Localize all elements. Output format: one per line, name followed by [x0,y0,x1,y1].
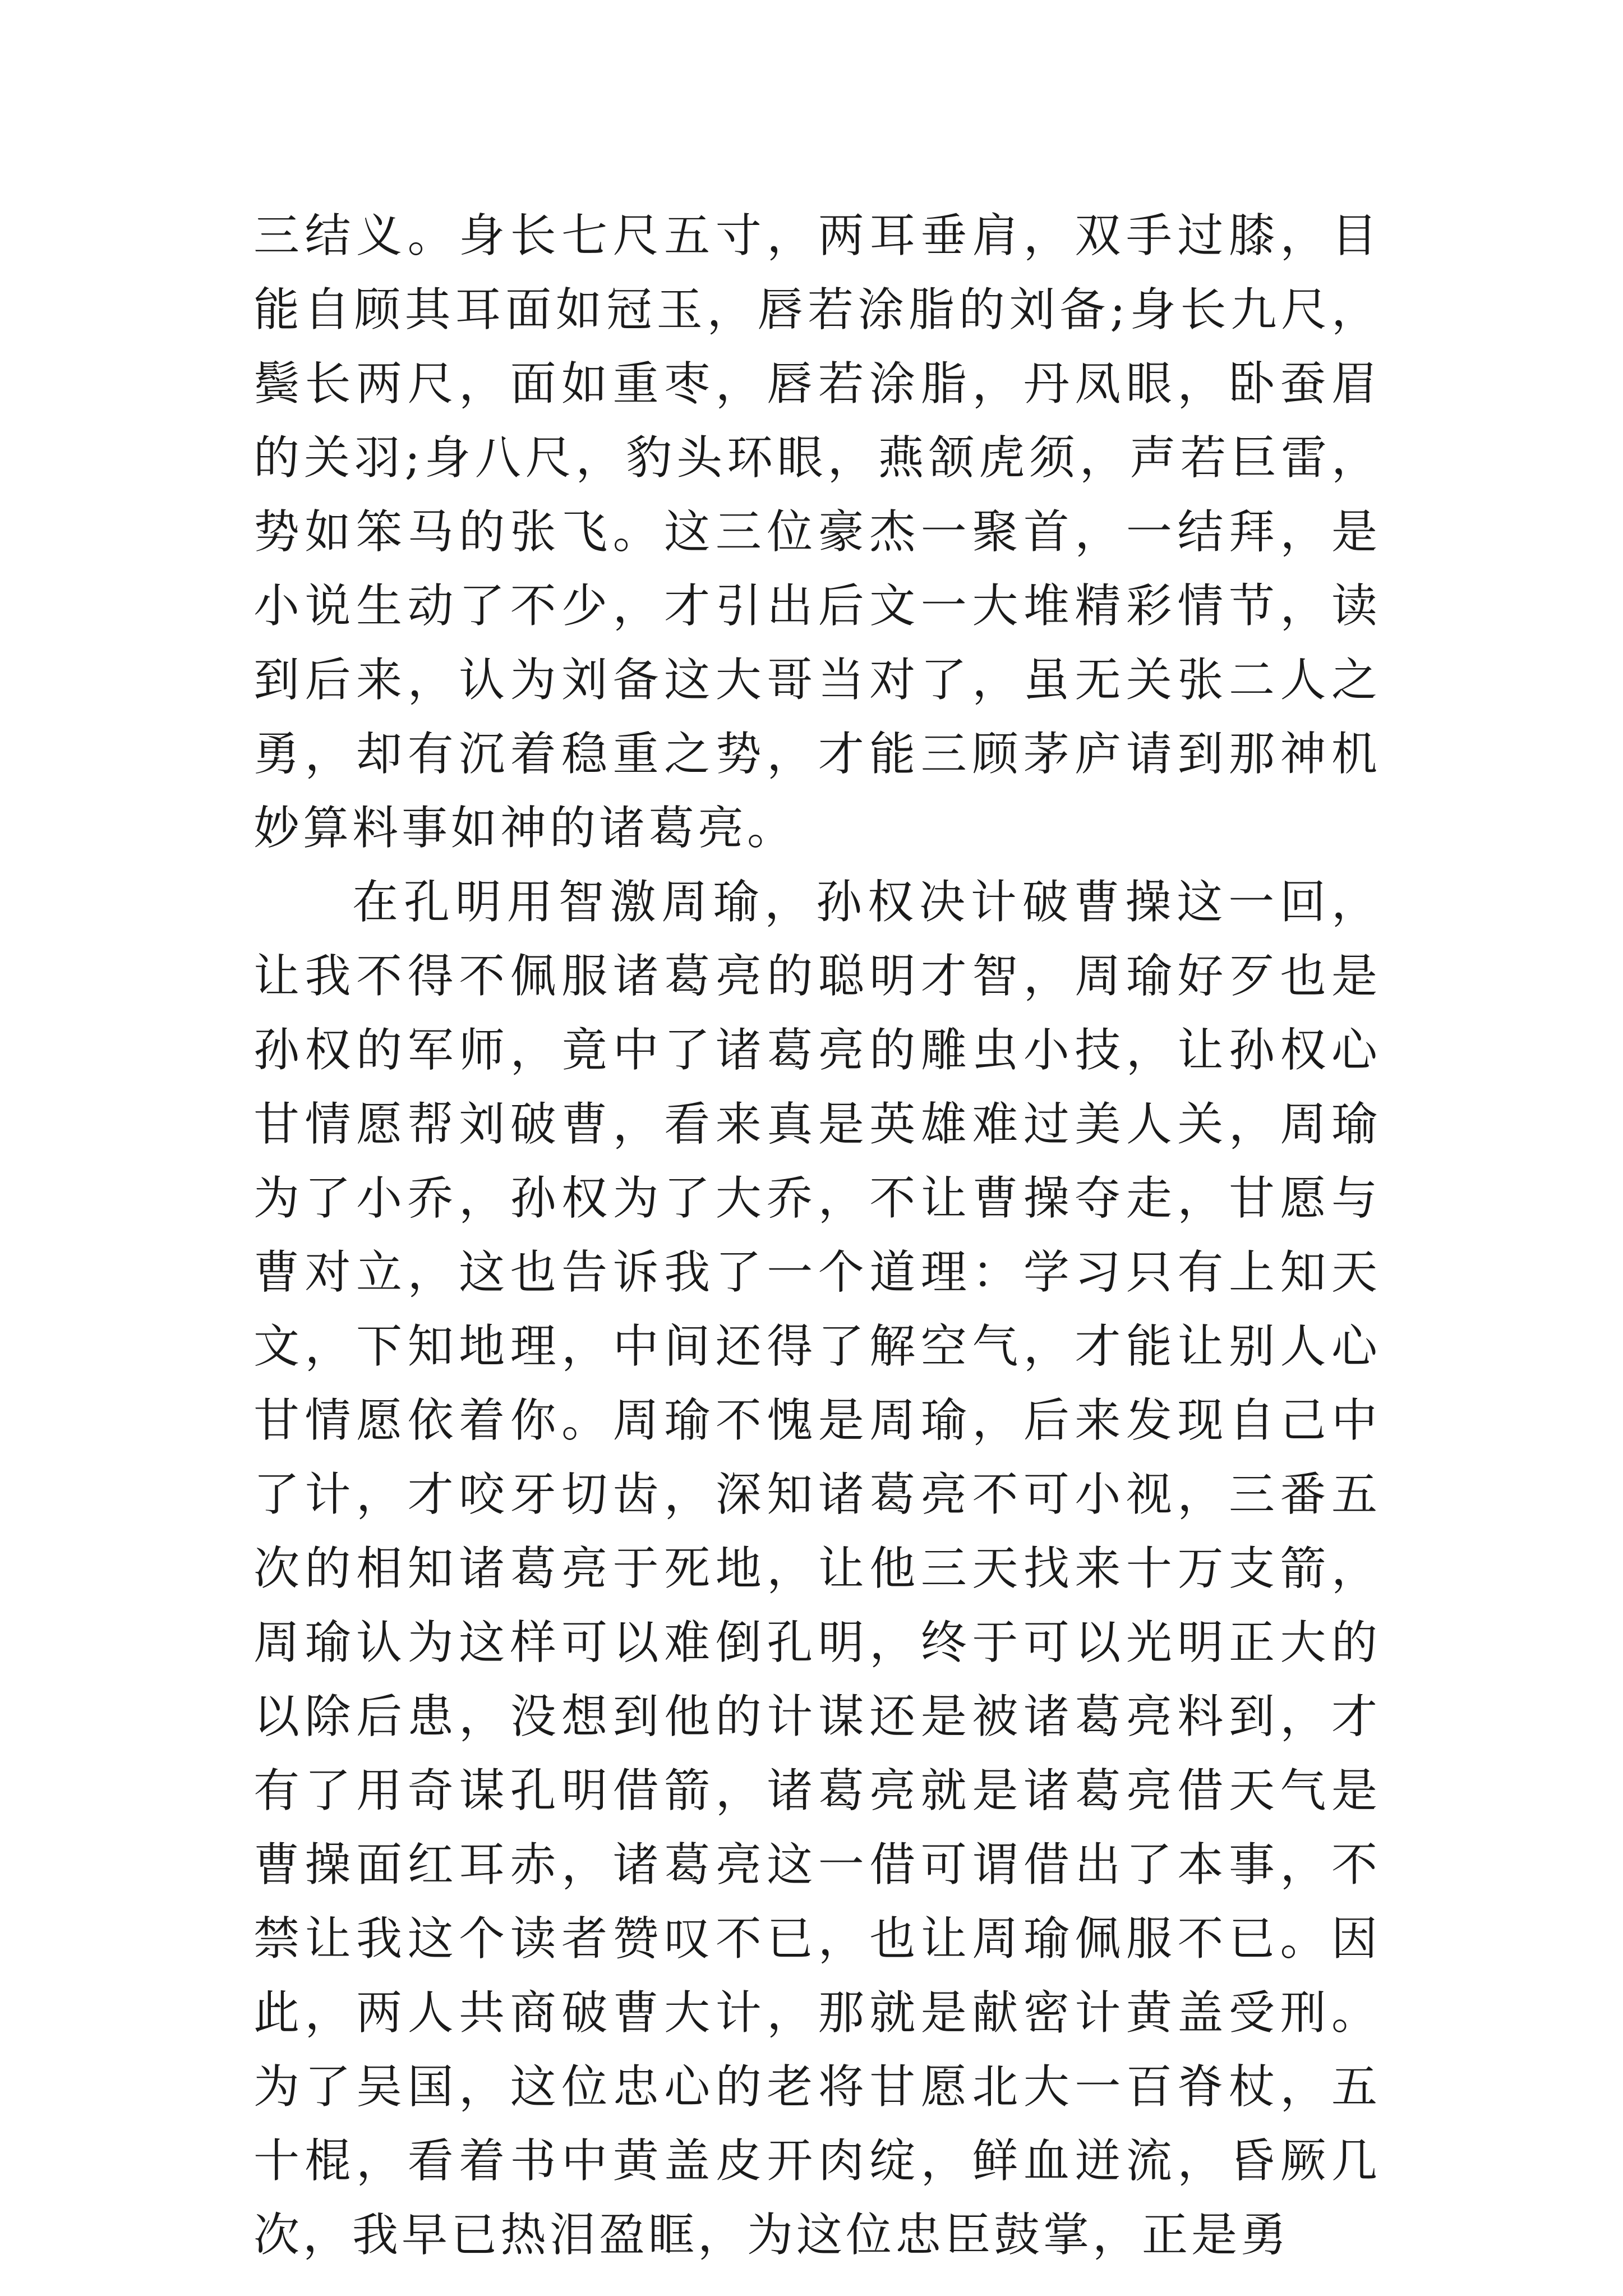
document-body [253,199,1381,2272]
paragraph-1: 三结义。身长七尺五寸，两耳垂肩，双手过膝，目能自顾其耳面如冠玉，唇若涂脂的刘备;身长九尺，鬓长两尺，面如重枣，唇若涂脂，丹凤眼，卧蚕眉的关羽;身八尺，豹头环眼，燕颔虎须，声若巨雷，势如笨马的张飞。这三位豪杰一聚首，一结拜，是小说生动了不少，才引出后文一大堆精彩情节，读到后来，认为刘备这大哥当对了，虽无关张二人之勇，却有沉着稳重之势，才能三顾茅庐请到那神机妙算料事如神的诸葛亮。 [253,209,1381,855]
paragraph-2: 在孔明用智激周瑜，孙权决计破曹操这一回，让我不得不佩服诸葛亮的聪明才智，周瑜好歹也是孙权的军师，竟中了诸葛亮的雕虫小技，让孙权心甘情愿帮刘破曹，看来真是英雄难过美人关，周瑜为了小乔，孙权为了大乔，不让曹操夺走，甘愿与曹对立，这也告诉我了一个道理：学习只有上知天文，下知地理，中间还得了解空气，才能让别人心甘情愿依着你。周瑜不愧是周瑜，后来发现自己中了计，才咬牙切齿，深知诸葛亮不可小视，三番五次的相知诸葛亮于死地，让他三天找来十万支箭，周瑜认为这样可以难倒孔明，终于可以光明正大的以除后患，没想到他的计谋还是被诸葛亮料到，才有了用奇谋孔明借箭，诸葛亮就是诸葛亮借天气是曹操面红耳赤，诸葛亮这一借可谓借出了本事，不禁让我这个读者赞叹不已，也让周瑜佩服不已。因此，两人共商破曹大计，那就是献密计黄盖受刑。为了吴国，这位忠心的老将甘愿北大一百脊杖，五十棍，看着书中黄盖皮开肉绽，鲜血迸流，昏厥几次，我早已热泪盈眶，为这位忠臣鼓掌，正是勇 [253,876,1381,2262]
